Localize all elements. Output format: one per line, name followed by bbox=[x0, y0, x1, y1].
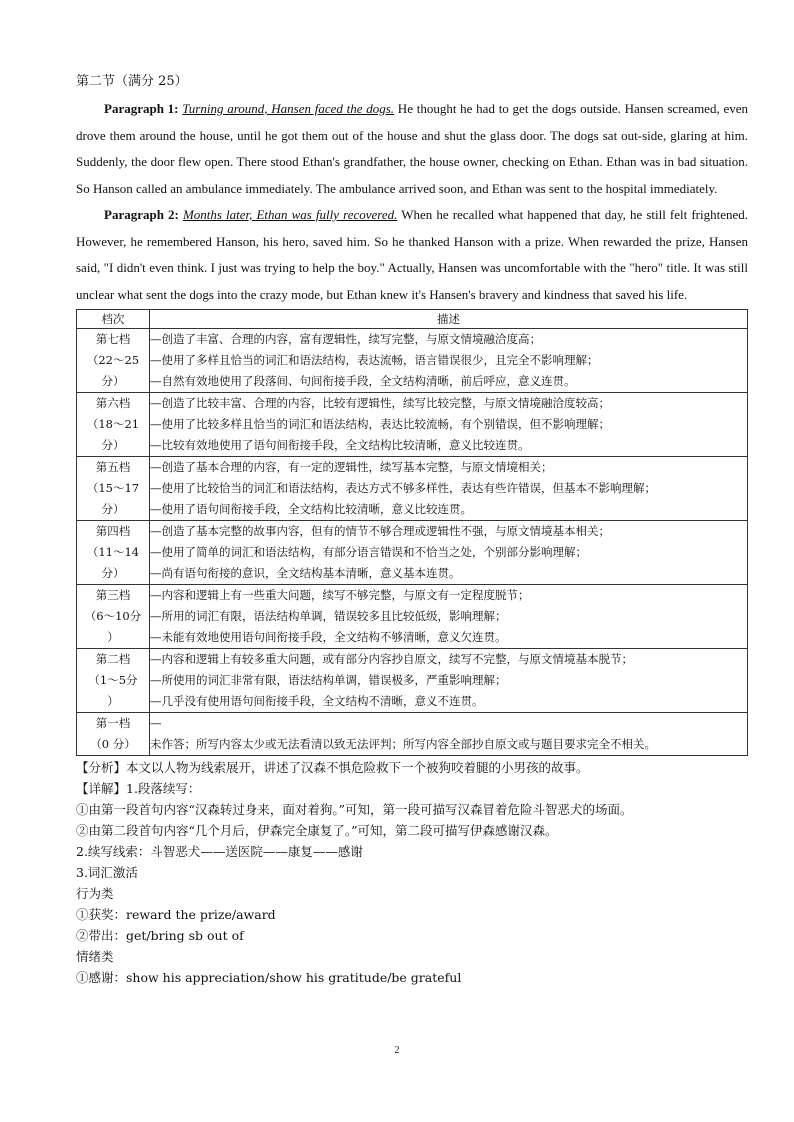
analysis-line: 【详解】1.段落续写： bbox=[76, 781, 201, 796]
header-description: 描述 bbox=[150, 310, 748, 329]
table-header-row bbox=[77, 310, 748, 329]
description-cell: — 未作答；所写内容太少或无法看清以致无法评判；所写内容全部抄自原文或与题目要求完全不相关。 bbox=[150, 713, 748, 756]
analysis-line: 3.词汇激活 bbox=[76, 865, 138, 880]
table-row bbox=[77, 585, 748, 649]
table-row bbox=[77, 649, 748, 713]
analysis-line: 【分析】本文以人物为线索展开，讲述了汉森不惧危险救下一个被狗咬着腿的小男孩的故事。 bbox=[76, 760, 589, 775]
document-page bbox=[76, 72, 748, 988]
analysis-line: ①由第一段首句内容“汉森转过身来，面对着狗。”可知，第一段可描写汉森冒着危险斗智恶犬的场面。 bbox=[76, 802, 633, 817]
analysis-section bbox=[76, 757, 748, 988]
table-row bbox=[77, 393, 748, 457]
description-cell: —内容和逻辑上有较多重大问题，或有部分内容抄自原文，续写不完整，与原文情境基本脱节； —所使用的词汇非常有限，语法结构单调，错误极多，严重影响理解； —几乎没有使用语句间衔接手段，全文结构不清晰，意义不连贯。 bbox=[150, 649, 748, 713]
level-cell: 第六档 （18～21 分） bbox=[77, 393, 150, 457]
paragraph-2-lead: Months later, Ethan was fully recovered. bbox=[182, 207, 398, 222]
paragraph-1-lead: Turning around, Hansen faced the dogs. bbox=[182, 101, 395, 116]
paragraph-2-body: When he recalled what happened that day, he still felt frightened. However, he remembered Hanson, his hero, saved him. So he thanked Hanson with a prize. When rewarded the prize, Hansen said, "I didn't even think. I just was trying to help the boy." Actually, Hansen was uncomfortable with the "hero" title. It was still unclear what sent the dogs into the crazy mode, but Ethan knew it's Hansen's bravery and kindness that saved his life. bbox=[76, 207, 749, 302]
level-cell: 第二档 （1～5分 ） bbox=[77, 649, 150, 713]
section-title: 第二节（满分 25） bbox=[76, 74, 188, 89]
analysis-line: 行为类 bbox=[76, 886, 114, 901]
analysis-line: ①获奖：reward the prize/award bbox=[76, 907, 276, 922]
table-row bbox=[77, 329, 748, 393]
level-cell: 第一档 （0 分） bbox=[77, 713, 150, 756]
description-cell: —创造了丰富、合理的内容，富有逻辑性，续写完整，与原文情境融洽度高； —使用了多样且恰当的词汇和语法结构，表达流畅，语言错误很少，且完全不影响理解； —自然有效地使用了段落间、句间衔接手段，全文结构清晰，前后呼应，意义连贯。 bbox=[150, 329, 748, 393]
analysis-line: ②带出：get/bring sb out of bbox=[76, 928, 244, 943]
analysis-line: 2.续写线索：斗智恶犬——送医院——康复——感谢 bbox=[76, 844, 363, 859]
description-cell: —创造了比较丰富、合理的内容，比较有逻辑性，续写比较完整，与原文情境融洽度较高； —使用了比较多样且恰当的词汇和语法结构，表达比较流畅，有个别错误，但不影响理解； —比较有效地使用了语句间衔接手段，全文结构比较清晰，意义比较连贯。 bbox=[150, 393, 748, 457]
level-cell: 第五档 （15～17 分） bbox=[77, 457, 150, 521]
level-cell: 第三档 （6～10分 ） bbox=[77, 585, 150, 649]
paragraph-1-body: He thought he had to get the dogs outside. Hansen screamed, even drove them around the house, until he got them out of the house and shut the glass door. The dogs sat out-side, glaring at him. Suddenly, the door flew open. There stood Ethan's grandfather, the house owner, checking on Ethan. Ethan was in bad situation. So Hanson called an ambulance immediately. The ambulance arrived soon, and Ethan was sent to the hospital immediately. bbox=[76, 101, 748, 196]
description-cell: —创造了基本合理的内容，有一定的逻辑性，续写基本完整，与原文情境相关； —使用了比较恰当的词汇和语法结构，表达方式不够多样性，表达有些许错误，但基本不影响理解； —使用了语句间衔接手段，全文结构比较清晰，意义比较连贯。 bbox=[150, 457, 748, 521]
paragraph-1-label: Paragraph 1: bbox=[104, 101, 179, 116]
table-row bbox=[77, 713, 748, 756]
table-row bbox=[77, 457, 748, 521]
paragraph-1 bbox=[76, 96, 748, 202]
analysis-line: 情绪类 bbox=[76, 949, 114, 964]
analysis-line: ①感谢：show his appreciation/show his gratitude/be grateful bbox=[76, 970, 462, 985]
header-level: 档次 bbox=[77, 310, 150, 329]
table-row bbox=[77, 521, 748, 585]
paragraph-2 bbox=[76, 202, 748, 308]
level-cell: 第七档 （22～25 分） bbox=[77, 329, 150, 393]
paragraph-2-label: Paragraph 2: bbox=[104, 207, 179, 222]
scoring-rubric-table bbox=[76, 309, 748, 756]
description-cell: —创造了基本完整的故事内容，但有的情节不够合理或逻辑性不强，与原文情境基本相关； —使用了简单的词汇和语法结构，有部分语言错误和不恰当之处，个别部分影响理解； —尚有语句衔接的意识，全文结构基本清晰，意义基本连贯。 bbox=[150, 521, 748, 585]
description-cell: —内容和逻辑上有一些重大问题，续写不够完整，与原文有一定程度脱节； —所用的词汇有限，语法结构单调，错误较多且比较低级，影响理解； —未能有效地使用语句间衔接手段，全文结构不够清晰，意义欠连贯。 bbox=[150, 585, 748, 649]
analysis-line: ②由第二段首句内容“几个月后，伊森完全康复了。”可知，第二段可描写伊森感谢汉森。 bbox=[76, 823, 558, 838]
page-number: 2 bbox=[394, 1045, 400, 1056]
level-cell: 第四档 （11～14 分） bbox=[77, 521, 150, 585]
